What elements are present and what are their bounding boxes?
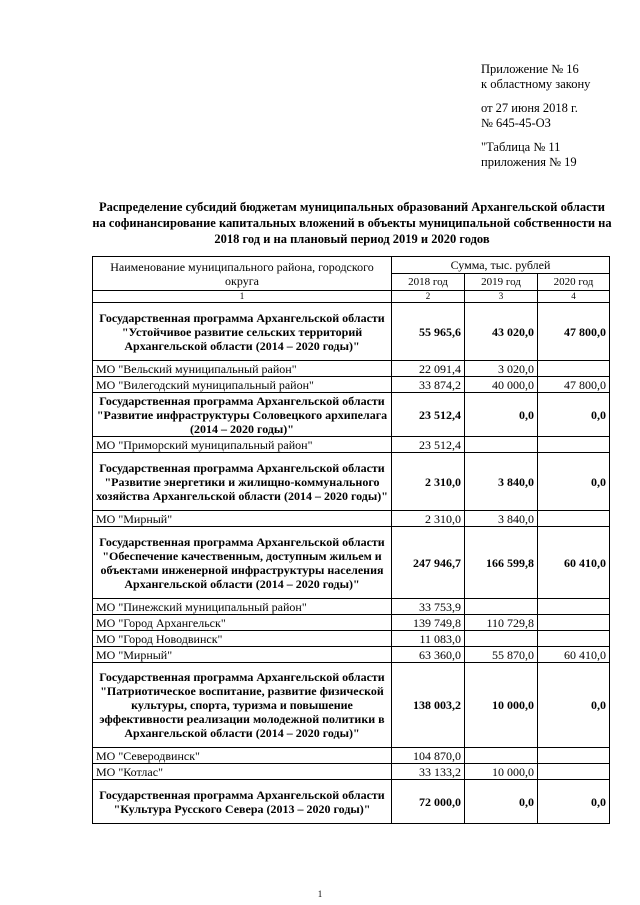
value-2018: 139 749,8 [392,615,465,631]
page-number: 1 [317,889,323,899]
row-name: МО "Котлас" [93,764,392,780]
colnum-3: 3 [465,291,538,303]
value-2020 [538,631,610,647]
header-year-2019: 2019 год [465,274,538,291]
value-2018: 23 512,4 [392,393,465,437]
value-2019: 0,0 [465,780,538,824]
value-2020: 60 410,0 [538,647,610,663]
colnum-1: 1 [93,291,392,303]
subsidy-table [92,256,610,824]
row-name: МО "Мирный" [93,511,392,527]
value-2018: 33 133,2 [392,764,465,780]
value-2019: 43 020,0 [465,303,538,361]
value-2019 [465,748,538,764]
municipality-row [93,631,610,647]
value-2018: 23 512,4 [392,437,465,453]
table-appendix-ref: приложения № 19 [481,155,577,169]
value-2020 [538,615,610,631]
value-2019: 10 000,0 [465,764,538,780]
value-2018: 11 083,0 [392,631,465,647]
value-2018: 22 091,4 [392,361,465,377]
value-2020: 47 800,0 [538,303,610,361]
program-row [93,663,610,748]
municipality-row [93,361,610,377]
program-row [93,453,610,511]
value-2018: 104 870,0 [392,748,465,764]
row-name: МО "Северодвинск" [93,748,392,764]
value-2020: 0,0 [538,663,610,748]
header-year-2018: 2018 год [392,274,465,291]
table-header-row [93,257,610,274]
value-2019: 10 000,0 [465,663,538,748]
table-ref: "Таблица № 11 [481,140,561,154]
value-2020 [538,437,610,453]
law-number: № 645-45-ОЗ [481,116,551,130]
value-2019: 3 840,0 [465,511,538,527]
header-sum-column: Сумма, тыс. рублей [392,257,610,274]
law-date: от 27 июня 2018 г. [481,101,578,115]
colnum-4: 4 [538,291,610,303]
row-name: Государственная программа Архангельской области "Развитие инфраструктуры Соловецкого архипелага (2014 – 2020 годы)" [93,393,392,437]
row-name: Государственная программа Архангельской области "Развитие энергетики и жилищно-коммунального хозяйства Архангельской области (2014 – 2020 годы)" [93,453,392,511]
document-title: Распределение субсидий бюджетам муниципальных образований Архангельской области на софинансирование капитальных вложений в объекты муниципальной собственности на 2018 год и на плановый период 2019 и 2020 годов [92,200,612,246]
value-2018: 72 000,0 [392,780,465,824]
program-row [93,303,610,361]
value-2019: 55 870,0 [465,647,538,663]
value-2019: 166 599,8 [465,527,538,599]
header-year-2020: 2020 год [538,274,610,291]
value-2020 [538,361,610,377]
municipality-row [93,615,610,631]
program-row [93,780,610,824]
value-2019: 110 729,8 [465,615,538,631]
appendix-number: Приложение № 16 [481,62,579,76]
value-2019: 3 840,0 [465,453,538,511]
row-name: Государственная программа Архангельской области "Устойчивое развитие сельских территорий Архангельской области (2014 – 2020 годы)" [93,303,392,361]
value-2020: 47 800,0 [538,377,610,393]
municipality-row [93,748,610,764]
value-2019: 40 000,0 [465,377,538,393]
value-2020 [538,511,610,527]
row-name: Государственная программа Архангельской области "Патриотическое воспитание, развитие физической культуры, спорта, туризма и повышение эффективности реализации молодежной политики в Архангельской области (2014 – 2020 годы)" [93,663,392,748]
value-2018: 2 310,0 [392,511,465,527]
header-name-column: Наименование муниципального района, городского округа [93,257,392,291]
value-2020: 0,0 [538,393,610,437]
value-2018: 33 874,2 [392,377,465,393]
value-2019: 0,0 [465,393,538,437]
municipality-row [93,599,610,615]
municipality-row [93,764,610,780]
municipality-row [93,377,610,393]
value-2018: 247 946,7 [392,527,465,599]
row-name: МО "Город Новодвинск" [93,631,392,647]
program-row [93,393,610,437]
value-2020: 60 410,0 [538,527,610,599]
value-2020 [538,764,610,780]
value-2020: 0,0 [538,453,610,511]
value-2018: 33 753,9 [392,599,465,615]
row-name: МО "Приморский муниципальный район" [93,437,392,453]
value-2019 [465,631,538,647]
value-2018: 2 310,0 [392,453,465,511]
row-name: МО "Город Архангельск" [93,615,392,631]
municipality-row [93,437,610,453]
row-name: МО "Пинежский муниципальный район" [93,599,392,615]
row-name: МО "Мирный" [93,647,392,663]
row-name: Государственная программа Архангельской области "Обеспечение качественным, доступным жильем и объектами инженерной инфраструктуры населения Архангельской области (2014 – 2020 годы)" [93,527,392,599]
program-row [93,527,610,599]
colnum-2: 2 [392,291,465,303]
table-colnum-row [93,291,610,303]
row-name: МО "Вилегодский муниципальный район" [93,377,392,393]
value-2020 [538,748,610,764]
value-2019 [465,437,538,453]
appendix-law-ref: к областному закону [481,77,591,91]
value-2018: 63 360,0 [392,647,465,663]
value-2020 [538,599,610,615]
row-name: МО "Вельский муниципальный район" [93,361,392,377]
value-2018: 55 965,6 [392,303,465,361]
value-2020: 0,0 [538,780,610,824]
municipality-row [93,511,610,527]
value-2018: 138 003,2 [392,663,465,748]
appendix-header [481,62,590,170]
value-2019: 3 020,0 [465,361,538,377]
row-name: Государственная программа Архангельской области "Культура Русского Севера (2013 – 2020 годы)" [93,780,392,824]
value-2019 [465,599,538,615]
municipality-row [93,647,610,663]
